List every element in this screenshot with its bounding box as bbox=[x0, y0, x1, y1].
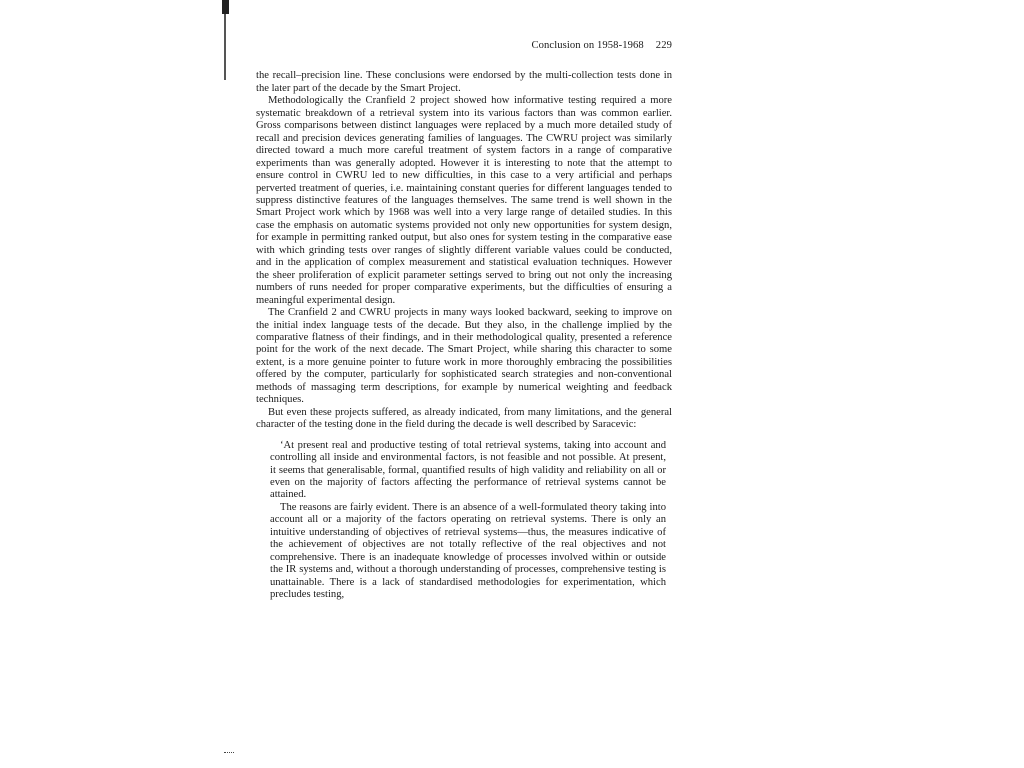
paragraph-3: The Cranfield 2 and CWRU projects in many ways looked backward, seeking to improve on the initial index language tests of the decade. But they also, in the challenge implied by the comparative flatness of their findings, and in their methodological quality, presented a reference point for the work of the next decade. The Smart Project, while sharing this character to some extent, is a more genuine pointer to future work in more thoroughly embracing the possibilities offered by the computer, particularly for sophisticated search strategies and non-conventional methods of massaging term descriptions, for example by numerical weighting and feedback techniques. bbox=[256, 307, 672, 406]
running-title: Conclusion on 1958-1968 bbox=[531, 40, 644, 51]
running-header bbox=[256, 40, 672, 52]
scan-artifact-top bbox=[222, 0, 229, 14]
book-page bbox=[256, 40, 672, 746]
block-quote bbox=[270, 440, 666, 602]
quote-paragraph-1: ‘At present real and productive testing of total retrieval systems, taking into account and controlling all inside and environmental factors, is not feasible and not possible. At present, it seems that generalisable, formal, quantified results of high validity and reliability on all or even on the majority of factors affecting the performance of retrieval systems cannot be attained. bbox=[270, 439, 666, 501]
quote-paragraph-2: The reasons are fairly evident. There is an absence of a well-formulated theory taking into account all or a majority of the factors operating on retrieval systems. There is only an intuitive understanding of objectives of retrieval systems—thus, the measures indicative of the achievement of objectives are not totally reflective of the real objectives and not comprehensive. There is an inadequate knowledge of processes involved within or outside the IR systems and, without a thorough understanding of processes, comprehensive testing is unattainable. There is a lack of standardised methodologies for experimentation, which precludes testing, bbox=[270, 501, 666, 601]
paragraph-2: Methodologically the Cranfield 2 project showed how informative testing required a more systematic breakdown of a retrieval system into its various factors than was common earlier. Gross comparisons between distinct languages were replaced by a much more detailed study of recall and precision devices generating families of languages. The CWRU project was similarly directed toward a much more careful treatment of system factors in a range of comparative experiments than was generally adopted. However it is interesting to note that the attempt to ensure control in CWRU led to new difficulties, in this case to a very artificial and perhaps perverted treatment of queries, i.e. maintaining constant queries for different languages tended to suppress distinctive features of the languages themselves. The same trend is well shown in the Smart Project work which by 1968 was well into a very large range of detailed studies. In this case the emphasis on automatic systems provided not only new opportunities for system design, for example in permitting ranked output, but also ones for system testing in the comparative ease with which grinding tests over ranges of slightly different variable values could be conducted, and in the application of complex measurement and statistical evaluation techniques. However the sheer proliferation of explicit parameter settings served to bring out not only the increasing numbers of runs needed for proper comparative experiments, but the difficulties of ensuring a meaningful experimental design. bbox=[256, 95, 672, 306]
scan-artifact-bottom bbox=[224, 752, 234, 755]
page-number: 229 bbox=[655, 40, 672, 51]
paragraph-4: But even these projects suffered, as already indicated, from many limitations, and the general character of the testing done in the field during the decade is well described by Saracevic: bbox=[256, 406, 672, 431]
paragraph-1: the recall–precision line. These conclusions were endorsed by the multi-collection tests done in the later part of the decade by the Smart Project. bbox=[256, 70, 672, 94]
